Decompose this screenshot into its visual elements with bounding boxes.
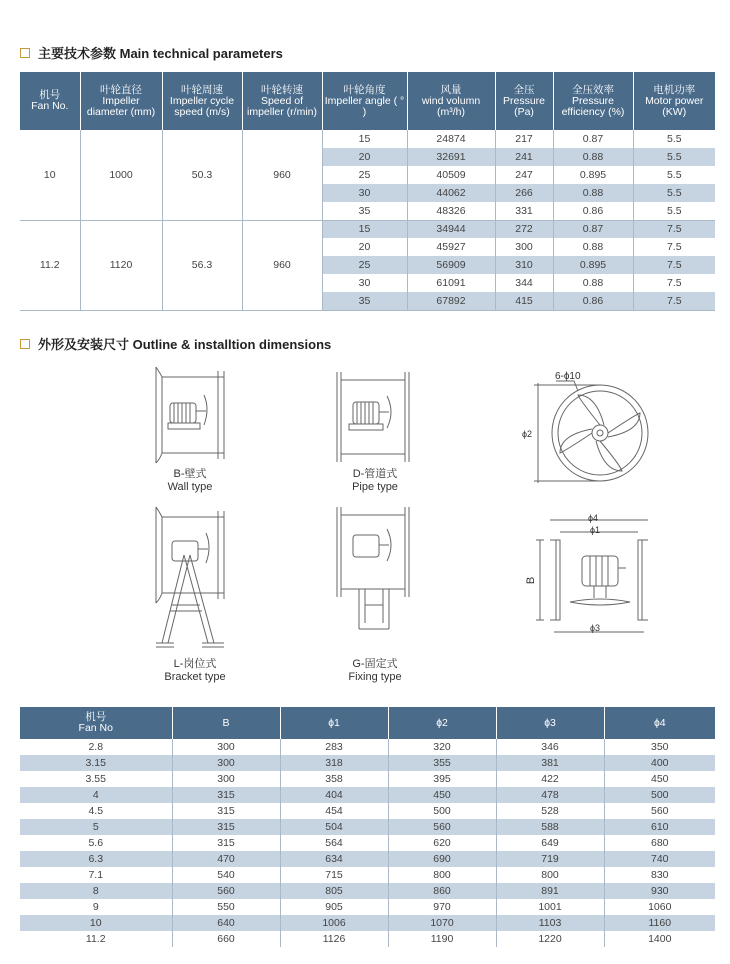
header-cell [20,72,80,130]
table-cell: 1220 [496,931,604,947]
table-row [20,819,715,835]
table-cell: 318 [280,755,388,771]
table-cell: 344 [495,274,553,292]
header-cell-cn: 机号 [85,711,107,723]
table-cell: 15 [322,130,407,148]
section-title-text: 外形及安装尺寸 Outline & installtion dimensions [38,337,332,352]
table-cell: 500 [604,787,715,803]
table-cell: 0.86 [553,202,633,220]
table-cell: 45927 [407,238,495,256]
table-cell: 381 [496,755,604,771]
table-header-row [20,72,715,130]
header-cell [407,72,495,130]
table-cell: 504 [280,819,388,835]
table-cell: 11.2 [20,931,172,947]
header-cell-en: B [222,716,230,729]
table-cell: 44062 [407,184,495,202]
table-cell: 404 [280,787,388,803]
table-cell: 905 [280,899,388,915]
header-cell-cn: 电机功率 [653,83,696,96]
dimensions-table [20,707,715,947]
table-cell: 719 [496,851,604,867]
header-cell [496,707,604,739]
table-cell: 560 [172,883,280,899]
table-cell: 315 [172,787,280,803]
table-cell: 4 [20,787,172,803]
table-cell: 800 [388,867,496,883]
table-cell: 680 [650,837,669,849]
table-cell: 640 [172,915,280,931]
square-bullet-icon [20,48,30,58]
section-title-parameters [20,43,283,62]
table-cell: 3.15 [20,755,172,771]
table-cell: 9 [20,899,172,915]
table-cell: 550 [172,899,280,915]
header-cell-en: Impeller angle ( ° ) [324,94,405,118]
fan-no-cell: 10 [20,130,80,220]
table-cell: 805 [280,883,388,899]
table-cell: 7.5 [633,220,715,238]
header-cell [80,72,162,130]
header-cell-cn: 叶轮角度 [343,83,386,96]
header-cell [388,707,496,739]
table-cell: 1103 [496,915,604,931]
table-cell: 2.8 [20,739,172,755]
table-cell: 454 [280,803,388,819]
front-view-drawing [520,365,670,495]
header-cell [553,72,633,130]
header-cell-cn: 全压 [513,83,535,96]
table-cell: 5.5 [633,166,715,184]
bracket-type-label [140,658,250,684]
table-cell: 7.1 [20,867,172,883]
table-cell: 266 [495,184,553,202]
section-title-dimensions [20,334,331,353]
table-row [20,220,715,238]
table-cell: 400 [604,755,715,771]
header-cell-en: Pressure efficiency (%) [561,94,625,118]
diameter-cell: 1120 [80,220,162,310]
header-cell-cn: 风量 [440,83,462,96]
table-cell: 25 [322,256,407,274]
table-cell: 30 [322,274,407,292]
table-cell: 5.5 [633,130,715,148]
table-row [20,883,715,899]
table-cell: 20 [322,148,407,166]
table-cell: 20 [322,238,407,256]
table-row [20,787,715,803]
table-cell: 740 [604,851,715,867]
header-cell-cn: 叶轮周速 [181,83,223,96]
header-cell-en: ɸ2 [436,716,448,729]
side-b-label: B [525,576,538,585]
table-cell: 310 [495,256,553,274]
table-cell: 48326 [407,202,495,220]
pipe-type-drawing [335,370,415,465]
section-title-text: 主要技术参数 Main technical parameters [38,46,283,61]
table-cell: 34944 [407,220,495,238]
table-cell: 25 [322,166,407,184]
table-cell: 450 [388,787,496,803]
fan-no-cell: 11.2 [20,220,80,310]
table-cell: 478 [496,787,604,803]
table-cell: 300 [495,238,553,256]
header-cell [495,72,553,130]
table-row [20,851,715,867]
pipe-type-label-en: Pipe type [352,481,398,493]
header-cell [20,707,172,739]
table-cell: 5.5 [633,148,715,166]
table-cell: 560 [650,805,669,817]
header-cell-cn: 叶轮转速 [261,83,303,96]
table-cell: 5.6 [20,835,172,851]
table-cell: 1190 [388,931,496,947]
header-cell [280,707,388,739]
table-cell: 0.86 [553,292,633,310]
table-cell: 3.55 [20,771,172,787]
table-row [20,771,715,787]
table-cell: 6.3 [20,851,172,867]
speed-cell: 960 [242,220,322,310]
wall-type-label [140,468,240,494]
square-bullet-icon [20,339,30,349]
table-cell: 690 [388,851,496,867]
table-cell: 415 [495,292,553,310]
table-cell: 283 [280,739,388,755]
table-cell: 395 [388,771,496,787]
table-cell: 7.5 [633,238,715,256]
header-cell-en: Impeller cycle speed (m/s) [169,94,235,118]
header-cell-cn: 全压效率 [572,83,614,96]
table-cell: 422 [496,771,604,787]
cycle-speed-cell: 56.3 [162,220,242,310]
table-cell: 0.88 [553,184,633,202]
header-cell-en: Impeller diameter (mm) [86,94,156,118]
table-cell: 35 [322,292,407,310]
front-dia-label: ɸ2 [522,429,532,439]
table-cell: 1001 [496,899,604,915]
speed-cell: 960 [242,130,322,220]
technical-parameters-table [20,72,715,311]
fixing-type-label [325,658,425,684]
table-cell: 0.895 [553,166,633,184]
table-cell: 0.87 [553,220,633,238]
table-cell: 970 [388,899,496,915]
table-cell: 56909 [407,256,495,274]
table-cell: 331 [495,202,553,220]
table-cell: 315 [172,835,280,851]
table-cell: 320 [388,739,496,755]
table-cell: 35 [322,202,407,220]
wall-type-drawing [148,365,238,465]
table-cell: 8 [20,883,172,899]
header-cell [242,72,322,130]
header-cell-en: wind volumn (m³/h) [421,94,481,118]
diameter-cell: 1000 [80,130,162,220]
table-cell: 715 [280,867,388,883]
table-cell: 620 [388,835,496,851]
table-cell: 7.5 [633,292,715,310]
pipe-type-label-cn: D-管道式 [352,468,398,480]
table-cell: 346 [496,739,604,755]
table-cell: 528 [496,803,604,819]
table-row [20,739,715,755]
table-cell: 470 [172,851,280,867]
header-cell [162,72,242,130]
table-cell: 241 [495,148,553,166]
table-cell: 564 [280,835,388,851]
table-cell: 860 [388,883,496,899]
table-cell: 540 [172,867,280,883]
front-holes-label: 6-ɸ10 [555,371,581,382]
fixing-type-label-en: Fixing type [348,671,402,683]
table-cell: 0.88 [553,274,633,292]
table-cell: 10 [20,915,172,931]
table-cell: 610 [604,819,715,835]
table-cell: 315 [172,819,280,835]
header-cell-cn: 机号 [39,89,61,101]
header-cell [322,72,407,130]
table-cell: 40509 [407,166,495,184]
table-row [20,835,715,851]
table-row [20,755,715,771]
table-cell: 350 [650,741,669,753]
table-cell: 5 [20,819,172,835]
table-cell: 649 [496,835,604,851]
table-cell: 830 [650,869,669,881]
table-cell: 247 [495,166,553,184]
side-d1-label: ɸ1 [590,525,600,535]
table-cell: 800 [496,867,604,883]
table-cell: 0.88 [553,238,633,256]
table-cell: 315 [172,803,280,819]
header-cell [172,707,280,739]
wall-type-label-en: Wall type [167,481,213,493]
table-cell: 30 [322,184,407,202]
table-cell: 450 [650,773,669,785]
table-row [20,803,715,819]
table-cell: 32691 [407,148,495,166]
header-cell-en: ɸ1 [328,716,340,729]
header-cell [633,72,715,130]
table-cell: 930 [604,883,715,899]
fixing-type-drawing [335,505,415,635]
header-cell-en: Pressure (Pa) [502,94,545,118]
table-cell: 634 [280,851,388,867]
header-cell-en: Fan No. [31,100,69,112]
header-cell-en: ɸ3 [544,716,556,729]
table-cell: 0.88 [553,148,633,166]
table-row [20,130,715,148]
table-cell: 891 [496,883,604,899]
side-d4-label: ɸ4 [588,513,598,523]
table-cell: 1070 [388,915,496,931]
table-cell: 217 [495,130,553,148]
table-cell: 300 [172,739,280,755]
cycle-speed-cell: 50.3 [162,130,242,220]
table-cell: 1400 [648,933,672,945]
header-cell-en: Fan No [78,722,113,734]
bracket-type-drawing [148,505,238,655]
table-cell: 1160 [604,915,715,931]
table-row [20,915,715,931]
table-cell: 0.87 [553,130,633,148]
table-cell: 272 [495,220,553,238]
table-cell: 1060 [648,901,672,913]
table-cell: 358 [280,771,388,787]
table-row [20,931,715,947]
side-d3-label: ɸ3 [590,623,600,633]
table-cell: 5.5 [633,202,715,220]
table-cell: 588 [496,819,604,835]
table-cell: 4.5 [20,803,172,819]
table-cell: 300 [172,771,280,787]
bracket-type-label-cn: L-岗位式 [173,658,217,670]
fixing-type-label-cn: G-固定式 [352,658,398,670]
table-cell: 7.5 [633,274,715,292]
pipe-type-label [325,468,425,494]
table-cell: 300 [172,755,280,771]
table-cell: 7.5 [633,256,715,274]
header-cell-en: Speed of impeller (r/min) [246,94,317,118]
table-row [20,899,715,915]
table-cell: 24874 [407,130,495,148]
bracket-type-label-en: Bracket type [164,671,226,683]
table-cell: 1126 [280,931,388,947]
table-cell: 5.5 [633,184,715,202]
table-cell: 500 [388,803,496,819]
table-cell: 560 [388,819,496,835]
wall-type-label-cn: B-壁式 [173,468,207,480]
header-cell-en: Motor power (KW) [645,94,704,118]
header-cell-en: ɸ4 [653,716,666,729]
header-cell-cn: 叶轮直径 [100,83,142,96]
table-cell: 15 [322,220,407,238]
table-cell: 660 [172,931,280,947]
table-cell: 61091 [407,274,495,292]
table-header-row [20,707,715,739]
table-cell: 67892 [407,292,495,310]
table-cell: 1006 [280,915,388,931]
table-row [20,867,715,883]
table-cell: 355 [388,755,496,771]
header-cell [604,707,715,739]
table-cell: 0.895 [553,256,633,274]
